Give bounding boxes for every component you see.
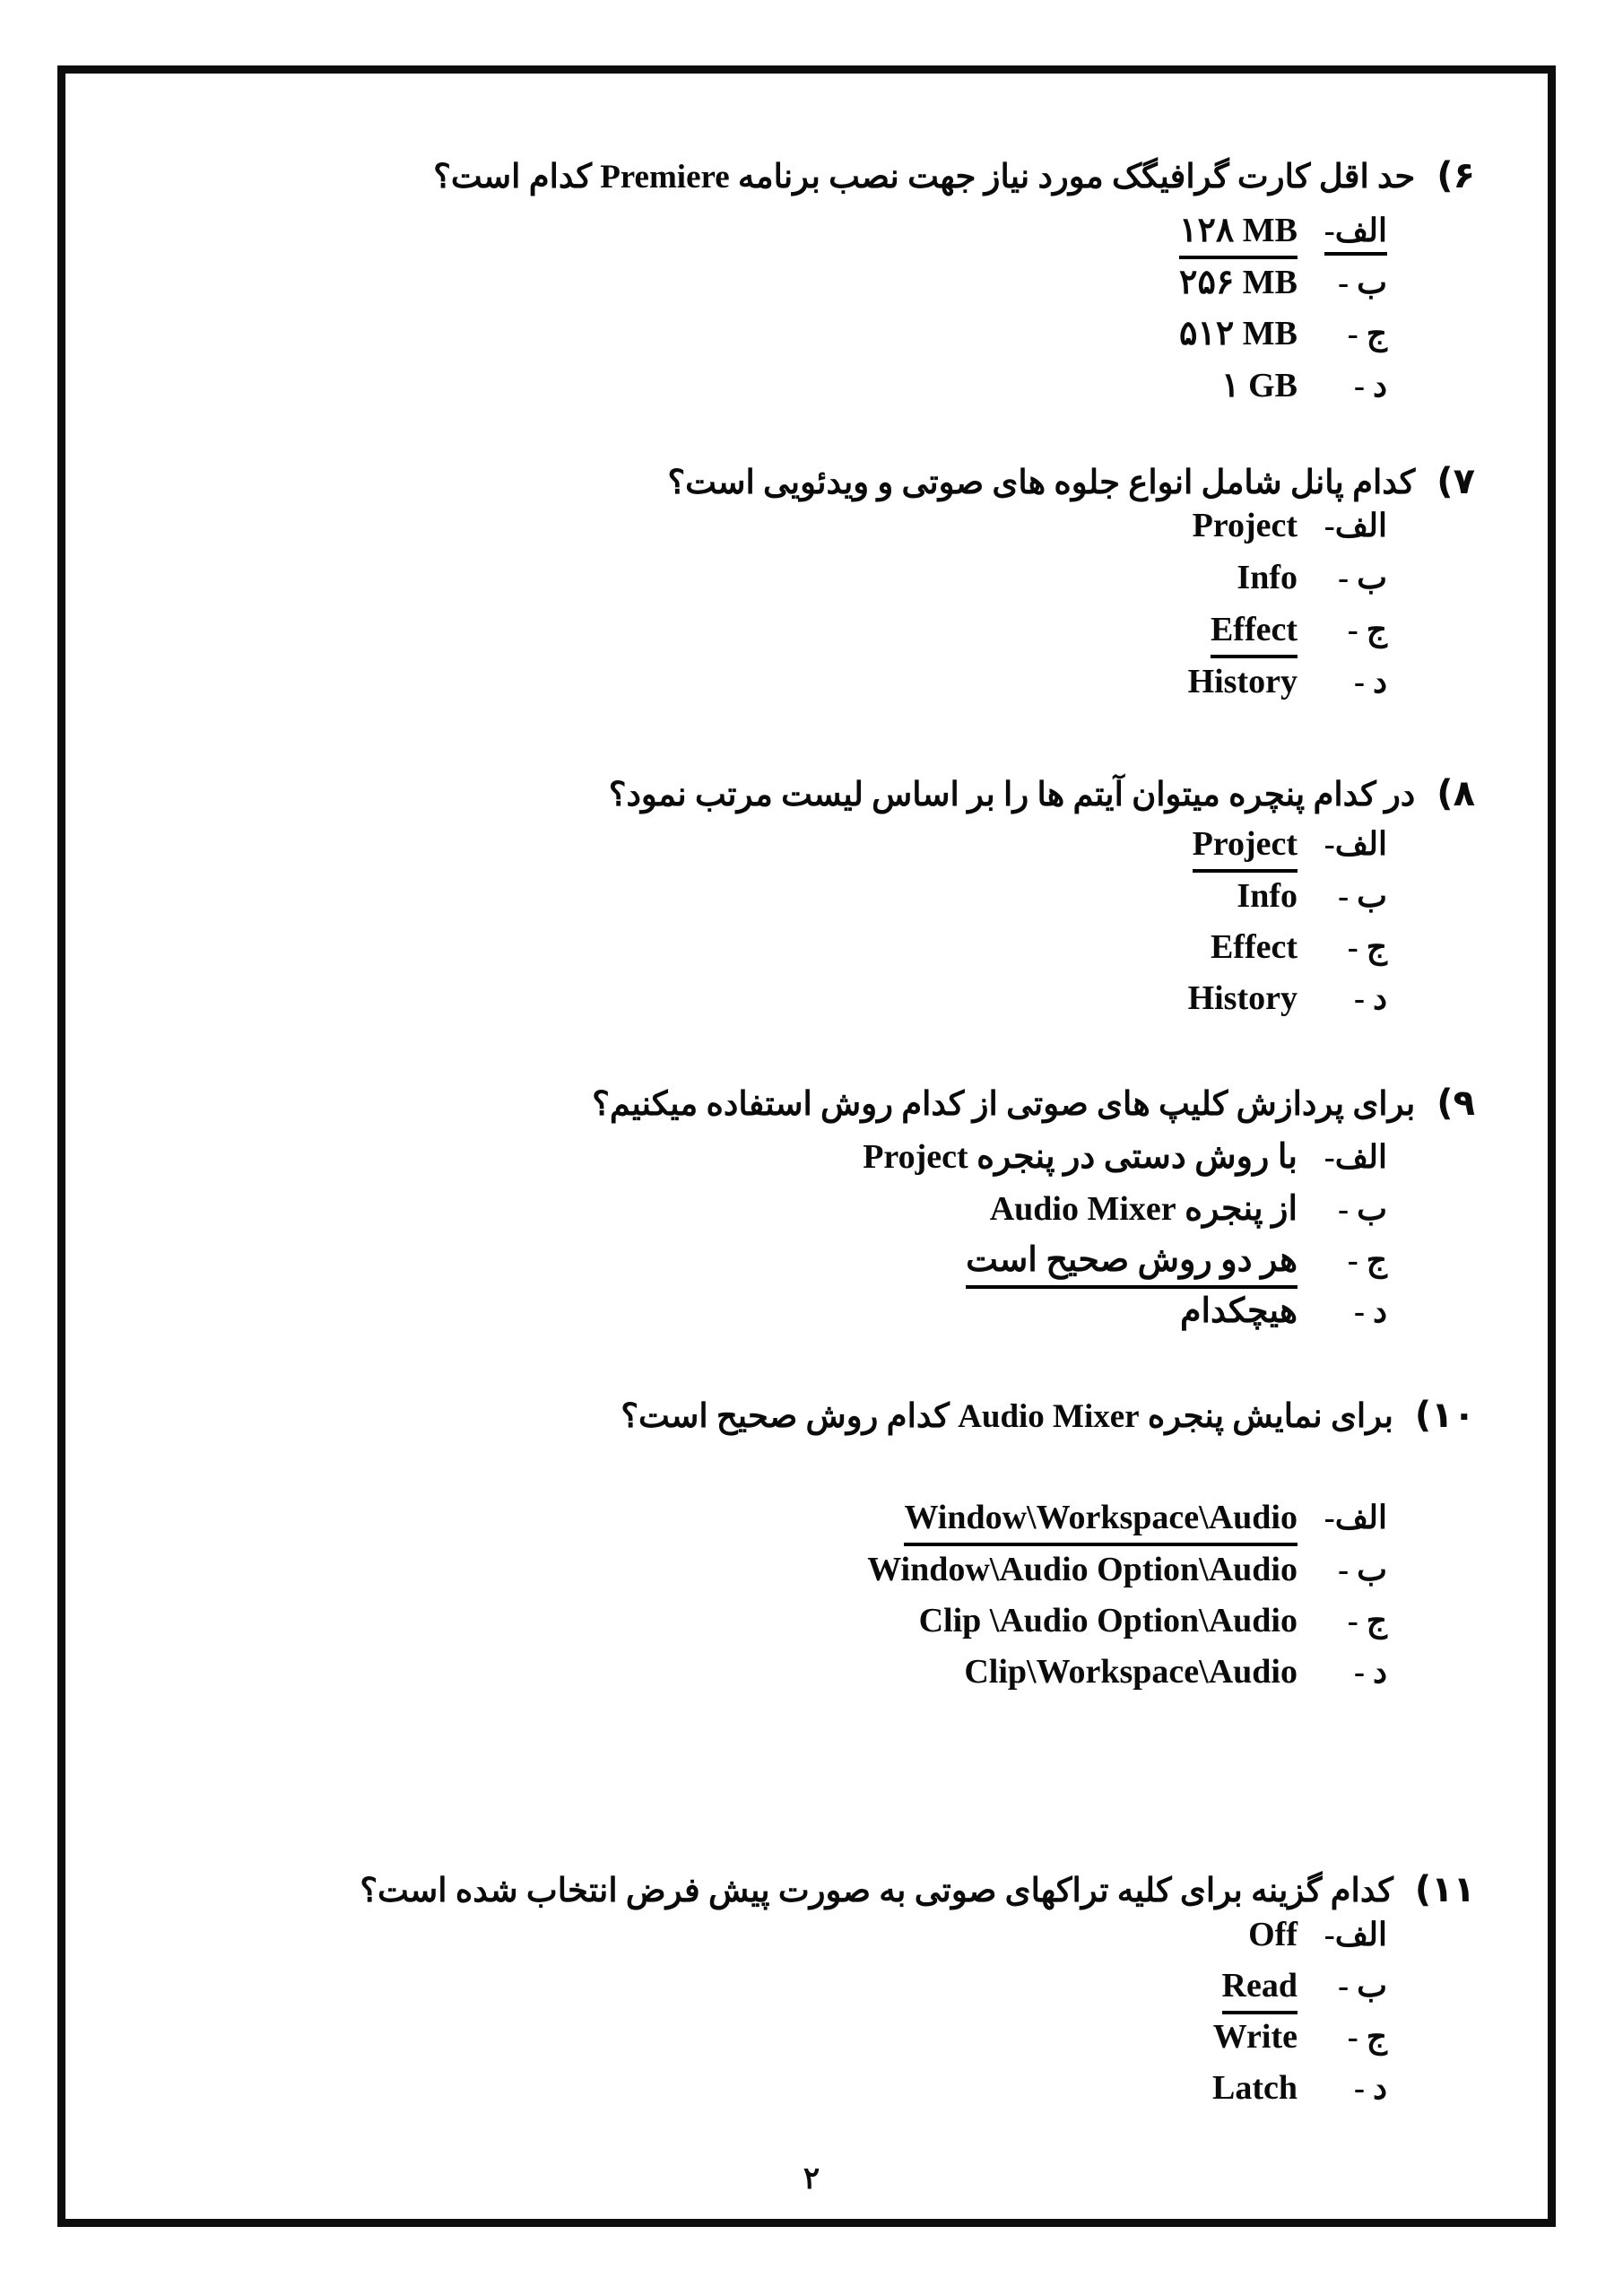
question-text: برای نمایش پنجره Audio Mixer کدام روش صحیح است؟ bbox=[621, 1398, 1393, 1435]
option-letter: الف- bbox=[1324, 826, 1387, 862]
option-letter: د - bbox=[1353, 368, 1387, 404]
option-value: Effect bbox=[1211, 608, 1298, 658]
question-number: ۱۱) bbox=[1414, 1869, 1475, 1910]
option-letter: د - bbox=[1353, 1654, 1387, 1690]
option-letter: الف- bbox=[1324, 1917, 1387, 1952]
question-number: ۶) bbox=[1436, 155, 1475, 196]
option-letter: ب - bbox=[1338, 265, 1387, 300]
option-letter: ج - bbox=[1347, 1242, 1387, 1278]
option-row bbox=[1237, 556, 1387, 599]
question-text: برای پردازش کلیپ های صوتی از کدام روش استفاده میکنیم؟ bbox=[592, 1086, 1416, 1123]
option-value: از پنجره Audio Mixer bbox=[989, 1190, 1298, 1228]
option-letter: ج - bbox=[1347, 1603, 1387, 1639]
question-6 bbox=[433, 154, 1475, 199]
option-value: Clip\Workspace\Audio bbox=[964, 1653, 1298, 1691]
option-value: Info bbox=[1237, 877, 1298, 915]
option-row bbox=[1188, 977, 1387, 1020]
option-letter: الف- bbox=[1324, 213, 1387, 256]
option-value: ۲۵۶ MB bbox=[1179, 264, 1298, 301]
option-value: Clip \Audio Option\Audio bbox=[918, 1602, 1298, 1639]
option-row bbox=[863, 1135, 1387, 1178]
option-letter: د - bbox=[1353, 2070, 1387, 2106]
option-value: Window\Workspace\Audio bbox=[904, 1496, 1298, 1546]
option-value: Latch bbox=[1212, 2069, 1298, 2107]
option-letter: د - bbox=[1353, 1293, 1387, 1329]
option-letter: ب - bbox=[1338, 1968, 1387, 2004]
option-value: ۵۱۲ MB bbox=[1179, 315, 1298, 352]
option-row bbox=[1237, 874, 1387, 918]
question-number: ۹) bbox=[1436, 1083, 1475, 1124]
question-8 bbox=[609, 772, 1475, 817]
option-letter: ج - bbox=[1347, 316, 1387, 352]
option-value: Project bbox=[1193, 822, 1298, 873]
option-value: Off bbox=[1248, 1916, 1298, 1953]
option-value: History bbox=[1187, 663, 1298, 700]
page-number: ۲ bbox=[803, 2162, 820, 2196]
option-row bbox=[1180, 1290, 1387, 1333]
option-value: Read bbox=[1222, 1964, 1298, 2014]
option-letter: ج - bbox=[1347, 612, 1387, 648]
option-letter: د - bbox=[1353, 980, 1387, 1016]
option-value: ۱ GB bbox=[1221, 367, 1298, 404]
option-row bbox=[1193, 822, 1387, 873]
option-row bbox=[966, 1239, 1387, 1289]
option-letter: ب - bbox=[1338, 1191, 1387, 1227]
option-value: Write bbox=[1212, 2018, 1298, 2056]
option-letter: د - bbox=[1353, 664, 1387, 700]
option-value: هیچکدام bbox=[1179, 1292, 1298, 1330]
option-row bbox=[1213, 2015, 1387, 2058]
question-9 bbox=[592, 1082, 1475, 1126]
option-row bbox=[1211, 926, 1387, 969]
question-10 bbox=[621, 1394, 1475, 1439]
question-text: در کدام پنچره میتوان آیتم ها را بر اساس لیست مرتب نمود؟ bbox=[608, 777, 1416, 813]
option-value: Window\Audio Option\Audio bbox=[867, 1551, 1298, 1588]
option-row bbox=[990, 1187, 1387, 1231]
option-letter: الف- bbox=[1324, 1139, 1387, 1175]
option-value: هر دو روش صحیح است bbox=[966, 1239, 1298, 1289]
option-row bbox=[1221, 364, 1387, 407]
option-row bbox=[1212, 2066, 1387, 2109]
option-letter: ج - bbox=[1347, 929, 1387, 965]
option-letter: ب - bbox=[1338, 878, 1387, 914]
option-value: Project bbox=[1192, 507, 1298, 544]
question-7 bbox=[667, 460, 1475, 505]
option-letter: الف- bbox=[1324, 508, 1387, 544]
option-value: Info bbox=[1237, 559, 1298, 596]
option-row bbox=[1188, 660, 1387, 703]
option-value: History bbox=[1187, 979, 1298, 1017]
option-row bbox=[964, 1650, 1387, 1693]
option-letter: ج - bbox=[1347, 2019, 1387, 2055]
question-text: کدام گزینه برای کلیه تراکهای صوتی به صورت پیش فرض انتخاب شده است؟ bbox=[360, 1873, 1393, 1909]
option-letter: ب - bbox=[1338, 1552, 1387, 1587]
option-value: ۱۲۸ MB bbox=[1179, 209, 1298, 259]
option-row bbox=[1193, 504, 1387, 547]
option-row bbox=[919, 1599, 1387, 1642]
question-text: کدام پانل شامل انواع جلوه های صوتی و ویدئویی است؟ bbox=[667, 465, 1416, 501]
option-letter: ب - bbox=[1338, 560, 1387, 596]
option-value: Effect bbox=[1210, 928, 1298, 966]
option-value: با روش دستی در پنجره Project bbox=[863, 1138, 1298, 1176]
option-row bbox=[1179, 209, 1387, 259]
option-row bbox=[1211, 608, 1387, 658]
option-row bbox=[1222, 1964, 1387, 2014]
question-text: حد اقل کارت گرافیگک مورد نیاز جهت نصب برنامه Premiere کدام است؟ bbox=[433, 159, 1416, 196]
question-number: ۱۰) bbox=[1414, 1395, 1475, 1436]
option-letter: الف- bbox=[1324, 1500, 1387, 1535]
question-number: ۸) bbox=[1436, 773, 1475, 814]
option-row bbox=[904, 1496, 1387, 1546]
question-11 bbox=[360, 1868, 1475, 1913]
option-row bbox=[1179, 261, 1387, 304]
question-number: ۷) bbox=[1436, 461, 1475, 502]
option-row bbox=[1248, 1913, 1387, 1956]
option-row bbox=[867, 1548, 1387, 1591]
option-row bbox=[1179, 312, 1387, 355]
